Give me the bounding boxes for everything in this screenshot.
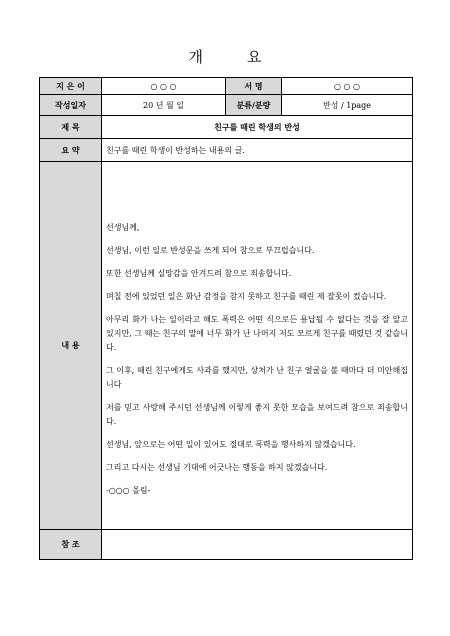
summary-form-table	[39, 77, 413, 560]
subject-label: 제 목	[40, 116, 102, 139]
content-paragraph: 그리고 다시는 선생님 기대에 어긋나는 행동을 하지 않겠습니다.	[106, 463, 328, 472]
content-paragraph: 선생님, 이런 일로 반성문을 쓰게 되어 참으로 부끄럽습니다.	[106, 246, 315, 255]
category-label: 분류/분량	[226, 95, 282, 116]
author-label: 지 은 이	[40, 78, 102, 95]
content-paragraph: 저를 믿고 사랑해 주시던 선생님께 이렇게 좋지 못한 모습을 보여드려 참으로 죄송합니다.	[106, 403, 408, 426]
content-paragraph: 또한 선생님께 실망감을 안겨드려 참으로 죄송합니다.	[106, 269, 292, 278]
content-paragraph: 며칠 전에 있었던 일은 화난 감정을 참지 못하고 친구를 때린 제 잘못이 컸습니다.	[106, 292, 387, 301]
document-title	[0, 46, 450, 67]
summary-value: 친구를 때린 학생이 반성하는 내용의 글.	[102, 139, 413, 162]
content-paragraph: 선생님께,	[106, 223, 140, 232]
date-label: 작성일자	[40, 95, 102, 116]
signature-label: 서 명	[226, 78, 282, 95]
reference-label: 참 조	[40, 530, 102, 560]
content-paragraph: 선생님, 앞으로는 어떤 일이 있어도 절대로 폭력을 행사하지 않겠습니다.	[106, 440, 356, 449]
content-label: 내 용	[40, 162, 102, 530]
content-paragraph: 아무리 화가 나는 일이라고 해도 폭력은 어떤 식으로든 용납될 수 없다는 것을 잘 알고 있지만, 그 때는 친구의 말에 너무 화가 난 나머지 저도 모르게 친구를 때렸던 것 같습니다.	[106, 315, 408, 352]
content-signoff: -○○○ 올림-	[106, 486, 151, 495]
content-paragraph: 그 이후, 때린 친구에게도 사과를 했지만, 상처가 난 친구 얼굴을 볼 때마다 더 미안해집니다	[106, 366, 408, 389]
title-char-1: 개	[188, 48, 203, 66]
subject-value: 친구를 때린 학생의 반성	[102, 116, 413, 139]
content-body	[102, 162, 413, 530]
signature-value: ○ ○ ○	[282, 78, 413, 95]
title-char-2: 요	[247, 48, 262, 66]
category-value: 반성 / 1page	[282, 95, 413, 116]
reference-value	[102, 530, 413, 560]
summary-label: 요 약	[40, 139, 102, 162]
author-value: ○ ○ ○	[102, 78, 226, 95]
date-value: 20 년 월 일	[102, 95, 226, 116]
